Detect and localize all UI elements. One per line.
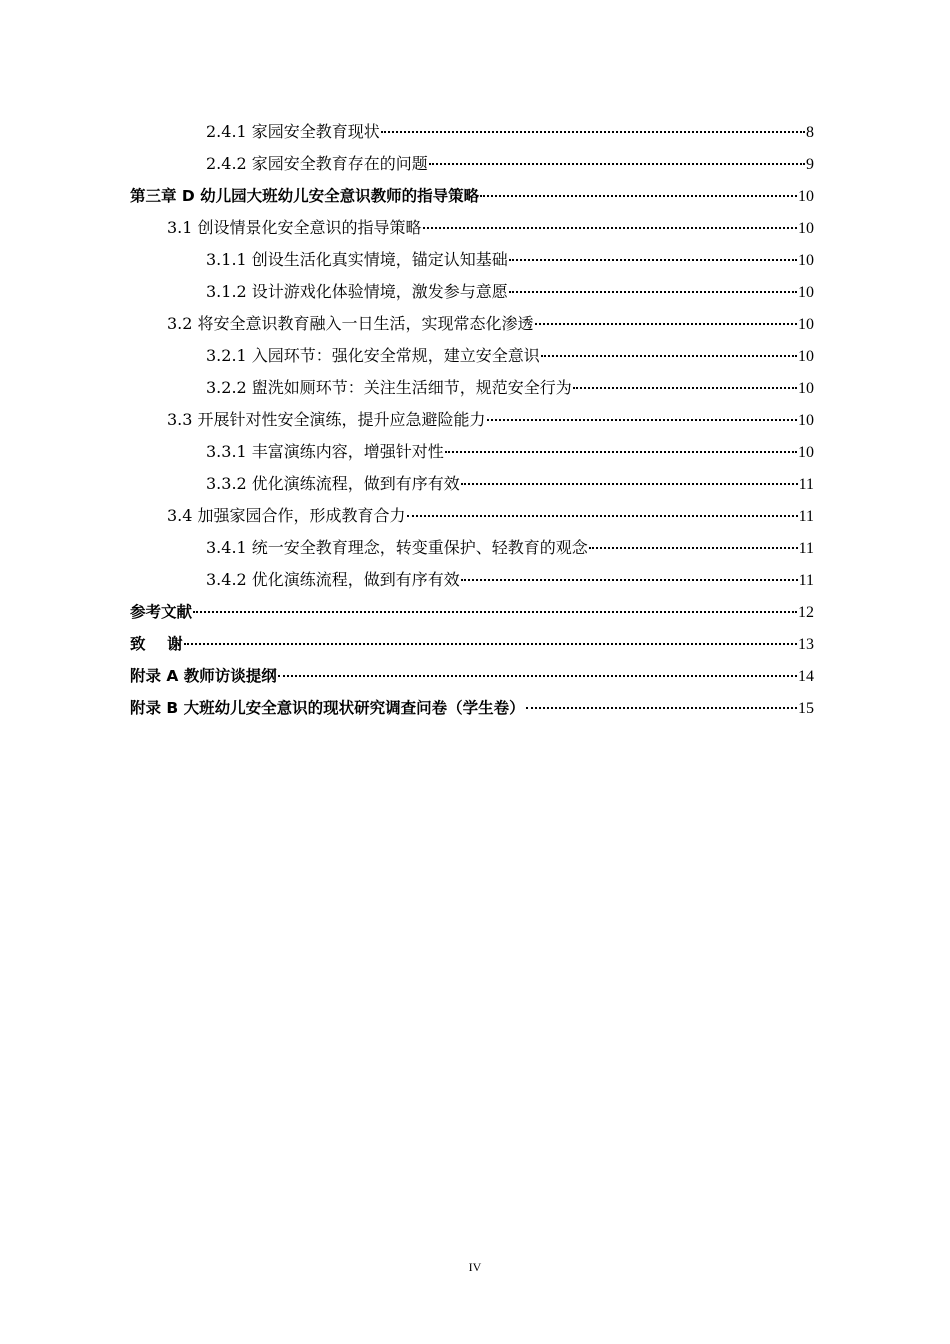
toc-entry-page: 11 <box>798 572 814 589</box>
toc-entry[interactable] <box>130 468 814 500</box>
toc-leader-dots <box>589 547 798 549</box>
toc-entry-title: 参考文献 <box>130 603 193 621</box>
toc-entry-page: 11 <box>798 476 814 493</box>
toc-leader-dots <box>487 419 797 421</box>
toc-entry-section[interactable] <box>130 404 814 436</box>
toc-entry-section[interactable] <box>130 212 814 244</box>
table-of-contents <box>130 116 814 724</box>
toc-entry-page: 10 <box>798 284 814 301</box>
toc-leader-dots <box>526 707 797 709</box>
toc-entry-title: 2.4.2 家园安全教育存在的问题 <box>206 154 428 173</box>
toc-leader-dots <box>407 515 798 517</box>
toc-entry-chapter[interactable] <box>130 180 814 212</box>
toc-entry-references[interactable] <box>130 596 814 628</box>
toc-entry[interactable] <box>130 148 814 180</box>
toc-entry-title: 2.4.1 家园安全教育现状 <box>206 122 380 141</box>
toc-entry-section[interactable] <box>130 500 814 532</box>
toc-entry-title: 附录 A 教师访谈提纲 <box>130 667 277 685</box>
toc-leader-dots <box>535 323 797 325</box>
toc-leader-dots <box>429 163 805 165</box>
toc-leader-dots <box>278 675 797 677</box>
toc-entry-page: 10 <box>798 444 814 461</box>
toc-entry-title: 附录 B 大班幼儿安全意识的现状研究调查问卷（学生卷） <box>130 699 525 717</box>
toc-entry-page: 10 <box>798 188 814 205</box>
toc-entry-page: 11 <box>798 540 814 557</box>
toc-entry-page: 10 <box>798 316 814 333</box>
toc-entry[interactable] <box>130 372 814 404</box>
toc-leader-dots <box>480 195 797 197</box>
toc-entry[interactable] <box>130 340 814 372</box>
toc-leader-dots <box>461 579 798 581</box>
toc-entry-title: 3.1 创设情景化安全意识的指导策略 <box>167 218 422 237</box>
toc-leader-dots <box>509 291 797 293</box>
toc-entry-section[interactable] <box>130 308 814 340</box>
toc-entry-title: 3.4 加强家园合作，形成教育合力 <box>167 506 406 525</box>
toc-leader-dots <box>509 259 797 261</box>
toc-entry-appendix-a[interactable] <box>130 660 814 692</box>
toc-entry[interactable] <box>130 116 814 148</box>
toc-entry-page: 10 <box>798 252 814 269</box>
toc-entry[interactable] <box>130 244 814 276</box>
toc-entry-page: 10 <box>798 220 814 237</box>
toc-leader-dots <box>381 131 805 133</box>
toc-leader-dots <box>184 643 797 645</box>
toc-entry-page: 10 <box>798 412 814 429</box>
toc-leader-dots <box>445 451 797 453</box>
toc-leader-dots <box>573 387 797 389</box>
toc-entry-title: 3.4.1 统一安全教育理念，转变重保护、轻教育的观念 <box>206 538 588 557</box>
toc-entry-page: 10 <box>798 380 814 397</box>
toc-entry-appendix-b[interactable] <box>130 692 814 724</box>
toc-leader-dots <box>461 483 798 485</box>
toc-entry[interactable] <box>130 564 814 596</box>
toc-leader-dots <box>193 611 797 613</box>
toc-entry-page: 8 <box>806 124 814 141</box>
toc-entry-title: 第三章 D 幼儿园大班幼儿安全意识教师的指导策略 <box>130 187 480 205</box>
toc-entry-title: 3.2 将安全意识教育融入一日生活，实现常态化渗透 <box>167 314 534 333</box>
toc-entry-page: 14 <box>798 668 814 685</box>
toc-entry-title: 3.1.2 设计游戏化体验情境，激发参与意愿 <box>206 282 508 301</box>
toc-entry-page: 10 <box>798 348 814 365</box>
toc-entry-page: 12 <box>798 604 814 621</box>
toc-entry-title: 3.2.1 入园环节：强化安全常规，建立安全意识 <box>206 346 540 365</box>
toc-leader-dots <box>423 227 797 229</box>
toc-entry-title: 3.3.1 丰富演练内容，增强针对性 <box>206 442 444 461</box>
toc-entry[interactable] <box>130 532 814 564</box>
toc-entry-title: 致 谢 <box>130 635 183 653</box>
toc-entry-acknowledgements[interactable] <box>130 628 814 660</box>
toc-entry-page: 11 <box>798 508 814 525</box>
toc-entry-page: 13 <box>798 636 814 653</box>
toc-entry-page: 15 <box>798 700 814 717</box>
toc-entry-title: 3.2.2 盥洗如厕环节：关注生活细节，规范安全行为 <box>206 378 572 397</box>
toc-leader-dots <box>541 355 797 357</box>
toc-entry-title: 3.3.2 优化演练流程，做到有序有效 <box>206 474 460 493</box>
toc-entry-title: 3.3 开展针对性安全演练，提升应急避险能力 <box>167 410 486 429</box>
toc-entry-page: 9 <box>806 156 814 173</box>
toc-entry[interactable] <box>130 436 814 468</box>
toc-entry-title: 3.1.1 创设生活化真实情境，锚定认知基础 <box>206 250 508 269</box>
toc-entry-title: 3.4.2 优化演练流程，做到有序有效 <box>206 570 460 589</box>
page-number: IV <box>468 1260 482 1274</box>
toc-entry[interactable] <box>130 276 814 308</box>
